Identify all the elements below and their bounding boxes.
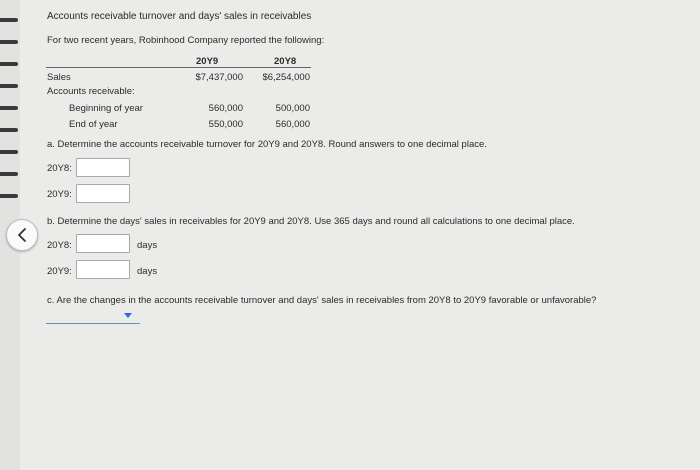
column-header-20y9: 20Y9 [196,56,219,67]
caret-down-icon [124,313,132,318]
part-b-20y9-label: 20Y9: [47,266,72,277]
sales-20y9: $7,437,000 [195,72,243,83]
days-sales-20y9-input[interactable] [76,260,130,279]
dropdown-underline [46,323,140,324]
nav-marker[interactable] [0,194,18,198]
part-a-question: a. Determine the accounts receivable turnover for 20Y9 and 20Y8. Round answers to one decimal place. [47,139,487,150]
problem-title: Accounts receivable turnover and days' sales in receivables [47,11,312,22]
accounts-receivable-label: Accounts receivable: [47,86,135,97]
nav-marker[interactable] [0,40,18,44]
part-a-20y9-label: 20Y9: [47,189,72,200]
nav-marker[interactable] [0,106,18,110]
days-unit-label: days [137,240,158,251]
beginning-label: Beginning of year [69,103,143,114]
beginning-20y8: 500,000 [275,103,310,114]
end-20y9: 550,000 [208,119,243,130]
days-sales-20y8-input[interactable] [76,234,130,253]
sales-20y8: $6,254,000 [262,72,310,83]
end-label: End of year [69,119,118,130]
chevron-left-icon [15,227,29,243]
nav-marker[interactable] [0,128,18,132]
turnover-20y8-input[interactable] [76,158,130,177]
back-button[interactable] [6,219,38,251]
part-a-20y8-label: 20Y8: [47,163,72,174]
column-header-20y8: 20Y8 [274,56,297,67]
favorable-unfavorable-dropdown[interactable] [46,306,142,324]
part-b-question: b. Determine the days' sales in receivables for 20Y9 and 20Y8. Use 365 days and round all calculations to one decimal place. [47,216,575,227]
nav-marker[interactable] [0,62,18,66]
nav-marker[interactable] [0,150,18,154]
sales-label: Sales [47,72,71,83]
nav-marker[interactable] [0,172,18,176]
turnover-20y9-input[interactable] [76,184,130,203]
table-header-rule [46,67,311,68]
part-b-20y8-label: 20Y8: [47,240,72,251]
days-unit-label: days [137,266,158,277]
problem-intro: For two recent years, Robinhood Company reported the following: [47,35,325,46]
nav-marker[interactable] [0,18,18,22]
end-20y8: 560,000 [275,119,310,130]
beginning-20y9: 560,000 [208,103,243,114]
nav-marker[interactable] [0,84,18,88]
part-c-question: c. Are the changes in the accounts receivable turnover and days' sales in receivables from 20Y8 to 20Y9 favorable or unfavorable? [47,295,597,306]
